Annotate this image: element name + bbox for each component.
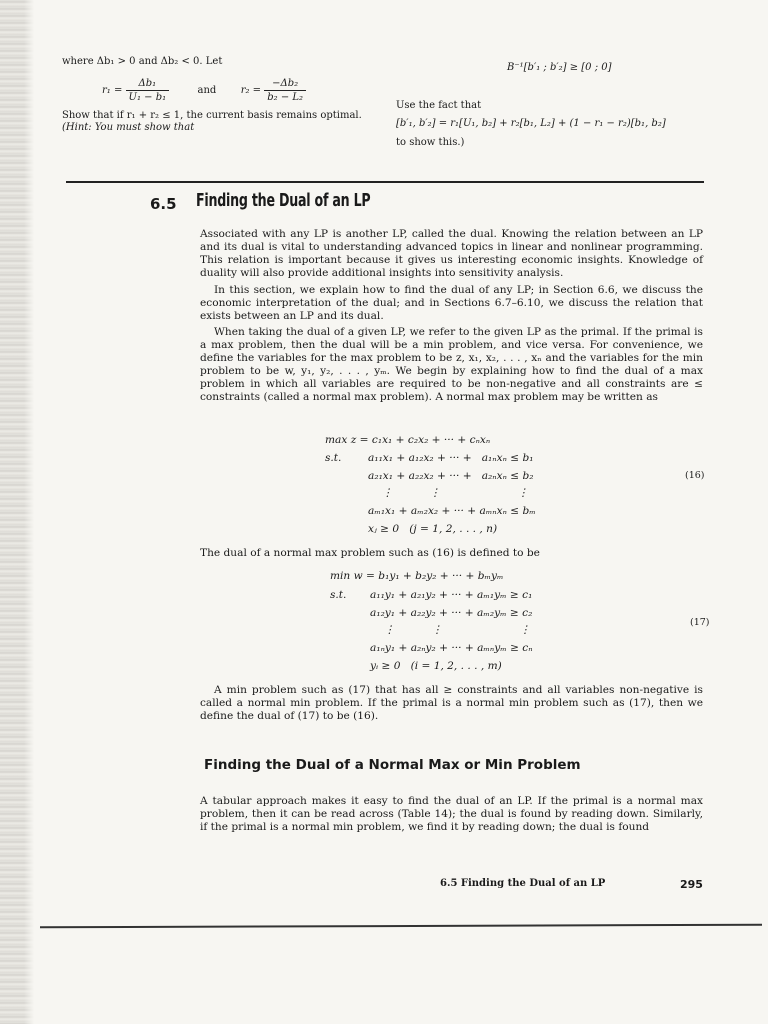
use-fact-text: Use the fact that <box>396 100 482 111</box>
running-footer: 6.5 Finding the Dual of an LP <box>440 878 606 889</box>
and-text: and <box>197 85 217 96</box>
page-bottom-edge <box>40 924 762 929</box>
eq17-constraint-n: a₁ₙy₁ + a₂ₙy₂ + ··· + aₘₙyₘ ≥ cₙ <box>370 642 533 654</box>
eq16-constraint-1: a₁₁x₁ + a₁₂x₂ + ··· + a₁ₙxₙ ≤ b₁ <box>368 452 534 464</box>
eq17-st: s.t. <box>330 589 347 601</box>
r2-denominator: b₂ − L₂ <box>267 92 304 103</box>
eq17-objective: min w = b₁y₁ + b₂y₂ + ··· + bₘyₘ <box>330 570 504 582</box>
page-number: 295 <box>680 878 703 891</box>
eq16-constraint-m: aₘ₁x₁ + aₘ₂x₂ + ··· + aₘₙxₙ ≤ bₘ <box>368 505 536 517</box>
section-number: 6.5 <box>150 195 177 213</box>
subsection-heading: Finding the Dual of a Normal Max or Min Problem <box>204 757 581 773</box>
eq17-nonnegativity: yᵢ ≥ 0 (i = 1, 2, . . . , m) <box>370 660 502 672</box>
paragraph-intro: Associated with any LP is another LP, called the dual. Knowing the relation between an LP and its dual is vital to understanding advanced topics in linear and nonlinear programming. This relation is important because it gives us interesting economic insights. Knowledge of duality will also provide additional insights into sensitivity analysis. <box>200 228 703 279</box>
paragraph-dual-definition: The dual of a normal max problem such as (16) is defined to be <box>200 547 540 559</box>
show-text: Show that if r₁ + r₂ ≤ 1, the current basis remains optimal. <box>62 110 362 121</box>
top-condition: where Δb₁ > 0 and Δb₂ < 0. Let <box>62 56 223 67</box>
show-this-text: to show this.) <box>396 137 465 148</box>
eq16-constraint-2: a₂₁x₁ + a₂₂x₂ + ··· + a₂ₙxₙ ≤ b₂ <box>368 470 534 482</box>
eq17-label: (17) <box>690 617 710 628</box>
scan-binding-edge <box>0 0 34 1024</box>
section-title: Finding the Dual of an LP <box>196 190 371 211</box>
r2-fraction <box>264 77 306 104</box>
r2-numerator: −Δb₂ <box>264 77 306 91</box>
eq16-nonnegativity: xⱼ ≥ 0 (j = 1, 2, . . . , n) <box>368 523 498 535</box>
section-rule <box>66 181 704 183</box>
paragraph-normal-min: A min problem such as (17) that has all ≥ constraints and all variables non-negative is called a normal min problem. If the primal is a normal min problem such as (17), then we define the dual of (17) to be (16). <box>200 684 703 722</box>
matrix-condition: B⁻¹[b′₁ ; b′₂] ≥ [0 ; 0] <box>507 62 612 73</box>
paragraph-primal-definition: When taking the dual of a given LP, we refer to the given LP as the primal. If the primal is a max problem, then the dual will be a min problem, and vice versa. For convenience, we define the variables for the max problem to be z, x₁, x₂, . . . , xₙ and the variables for the min problem to be w, y₁, y₂, . . . , yₘ. We begin by explaining how to find the dual of a max problem in which all variables are required to be non-negative and all constraints are ≤ constraints (called a normal max problem). A normal max problem may be written as <box>200 326 703 403</box>
eq16-label: (16) <box>685 470 705 481</box>
hint-text: (Hint: You must show that <box>62 122 195 133</box>
paragraph-section-overview: In this section, we explain how to find the dual of any LP; in Section 6.6, we discuss the economic interpretation of the dual; and in Sections 6.7–6.10, we discuss the relation that exists between an LP and its dual. <box>200 284 703 322</box>
eq17-vertical-dots: ⋮ ⋮ ⋮ <box>374 624 531 636</box>
eq17-constraint-1: a₁₁y₁ + a₂₁y₂ + ··· + aₘ₁yₘ ≥ c₁ <box>370 589 533 601</box>
fact-equation: [b′₁, b′₂] = r₁[U₁, b₂] + r₂[b₁, L₂] + (1 − r₁ − r₂)[b₁, b₂] <box>396 118 666 129</box>
r2-label: r₂ = <box>240 85 262 96</box>
r1-denominator: U₁ − b₁ <box>128 92 167 103</box>
eq16-vertical-dots: ⋮ ⋮ ⋮ <box>372 487 529 499</box>
r1-fraction <box>126 77 170 104</box>
eq16-st: s.t. <box>325 452 342 464</box>
eq16-objective: max z = c₁x₁ + c₂x₂ + ··· + cₙxₙ <box>325 434 491 446</box>
eq17-constraint-2: a₁₂y₁ + a₂₂y₂ + ··· + aₘ₂yₘ ≥ c₂ <box>370 607 533 619</box>
paragraph-tabular-approach: A tabular approach makes it easy to find the dual of an LP. If the primal is a normal max problem, then it can be read across (Table 14); the dual is found by reading down. Similarly, if the primal is a normal min problem, we find it by reading down; the dual is found <box>200 795 703 833</box>
r1-label: r₁ = <box>102 85 123 96</box>
ratio-definitions <box>102 77 362 104</box>
r1-numerator: Δb₁ <box>126 77 170 91</box>
